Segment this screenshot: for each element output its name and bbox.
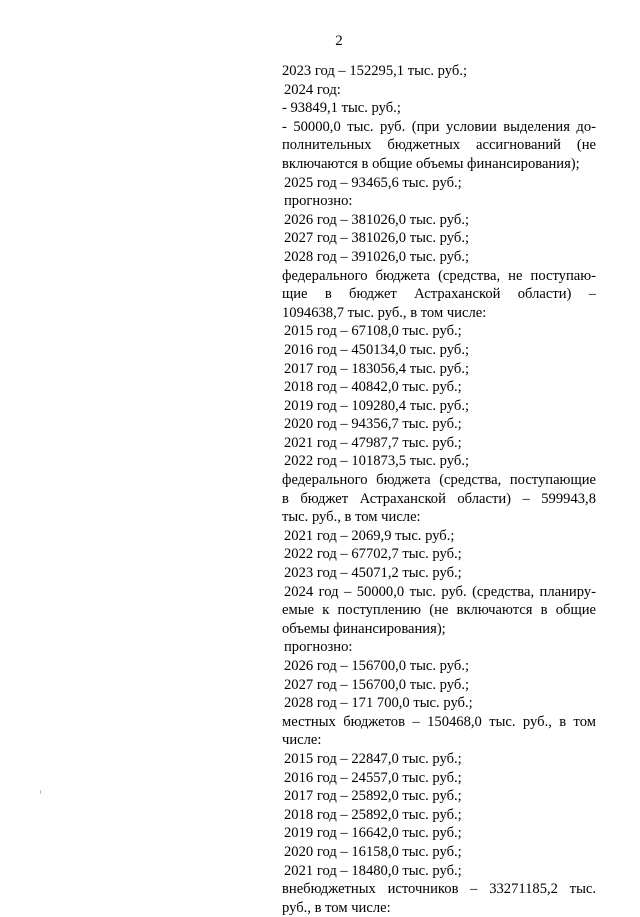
text-line: 2022 год – 101873,5 тыс. руб.;: [284, 453, 470, 470]
text-line: 2020 год – 94356,7 тыс. руб.;: [284, 416, 462, 433]
text-line: 2025 год – 93465,6 тыс. руб.;: [284, 174, 462, 191]
text-line: - 50000,0 тыс. руб. (при условии выделения до-: [282, 118, 596, 135]
text-line: 2019 год – 109280,4 тыс. руб.;: [284, 397, 470, 414]
text-line: - 93849,1 тыс. руб.;: [282, 100, 401, 117]
text-line: объемы финансирования);: [282, 620, 446, 637]
text-line: щие в бюджет Астраханской области) –: [282, 286, 596, 303]
text-line: 2015 год – 22847,0 тыс. руб.;: [284, 750, 462, 767]
text-line: внебюджетных источников – 33271185,2 тыс.: [282, 881, 596, 898]
text-line: тыс. руб., в том числе:: [282, 509, 421, 526]
text-line: 2026 год – 381026,0 тыс. руб.;: [284, 211, 470, 228]
text-line: 2024 год – 50000,0 тыс. руб. (средства, планиру-: [284, 583, 596, 600]
text-line: 2027 год – 156700,0 тыс. руб.;: [284, 676, 470, 693]
text-line: в бюджет Астраханской области) – 599943,8: [282, 490, 596, 507]
text-line: местных бюджетов – 150468,0 тыс. руб., в том: [282, 713, 596, 730]
text-line: руб., в том числе:: [282, 899, 391, 916]
text-line: 2022 год – 67702,7 тыс. руб.;: [284, 546, 462, 563]
text-line: 2021 год – 2069,9 тыс. руб.;: [284, 527, 455, 544]
scan-mark: [40, 790, 41, 794]
text-line: 2018 год – 25892,0 тыс. руб.;: [284, 806, 462, 823]
text-line: 2024 год:: [284, 81, 341, 98]
text-line: включаются в общие объемы финансирования);: [282, 155, 580, 172]
text-line: 2021 год – 47987,7 тыс. руб.;: [284, 434, 462, 451]
text-line: 2019 год – 16642,0 тыс. руб.;: [284, 825, 462, 842]
text-line: 2017 год – 183056,4 тыс. руб.;: [284, 360, 470, 377]
text-line: емые к поступлению (не включаются в общие: [282, 602, 596, 619]
text-line: 2021 год – 18480,0 тыс. руб.;: [284, 862, 462, 879]
text-line: 2016 год – 24557,0 тыс. руб.;: [284, 769, 462, 786]
document-text: [282, 62, 596, 917]
text-line: 2020 год – 16158,0 тыс. руб.;: [284, 843, 462, 860]
text-line: 1094638,7 тыс. руб., в том числе:: [282, 304, 487, 321]
text-line: 2026 год – 156700,0 тыс. руб.;: [284, 658, 470, 674]
text-line: 2016 год – 450134,0 тыс. руб.;: [284, 341, 470, 358]
text-line: 2015 год – 67108,0 тыс. руб.;: [284, 323, 462, 340]
text-line: 2028 год – 171 700,0 тыс. руб.;: [284, 695, 473, 712]
text-line: прогнозно:: [284, 639, 353, 656]
text-line: федерального бюджета (средства, поступающие: [282, 472, 596, 489]
text-line: 2028 год – 391026,0 тыс. руб.;: [284, 248, 470, 265]
text-line: 2027 год – 381026,0 тыс. руб.;: [284, 230, 470, 247]
text-line: 2023 год – 152295,1 тыс. руб.;: [282, 63, 468, 79]
page-number: 2: [335, 33, 343, 49]
text-line: полнительных бюджетных ассигнований (не: [282, 137, 596, 154]
text-line: числе:: [282, 732, 322, 749]
text-line: 2023 год – 45071,2 тыс. руб.;: [284, 565, 462, 582]
text-line: 2017 год – 25892,0 тыс. руб.;: [284, 788, 462, 805]
text-line: 2018 год – 40842,0 тыс. руб.;: [284, 379, 462, 396]
text-line: прогнозно:: [284, 193, 353, 210]
text-line: федерального бюджета (средства, не поступаю-: [282, 267, 596, 284]
